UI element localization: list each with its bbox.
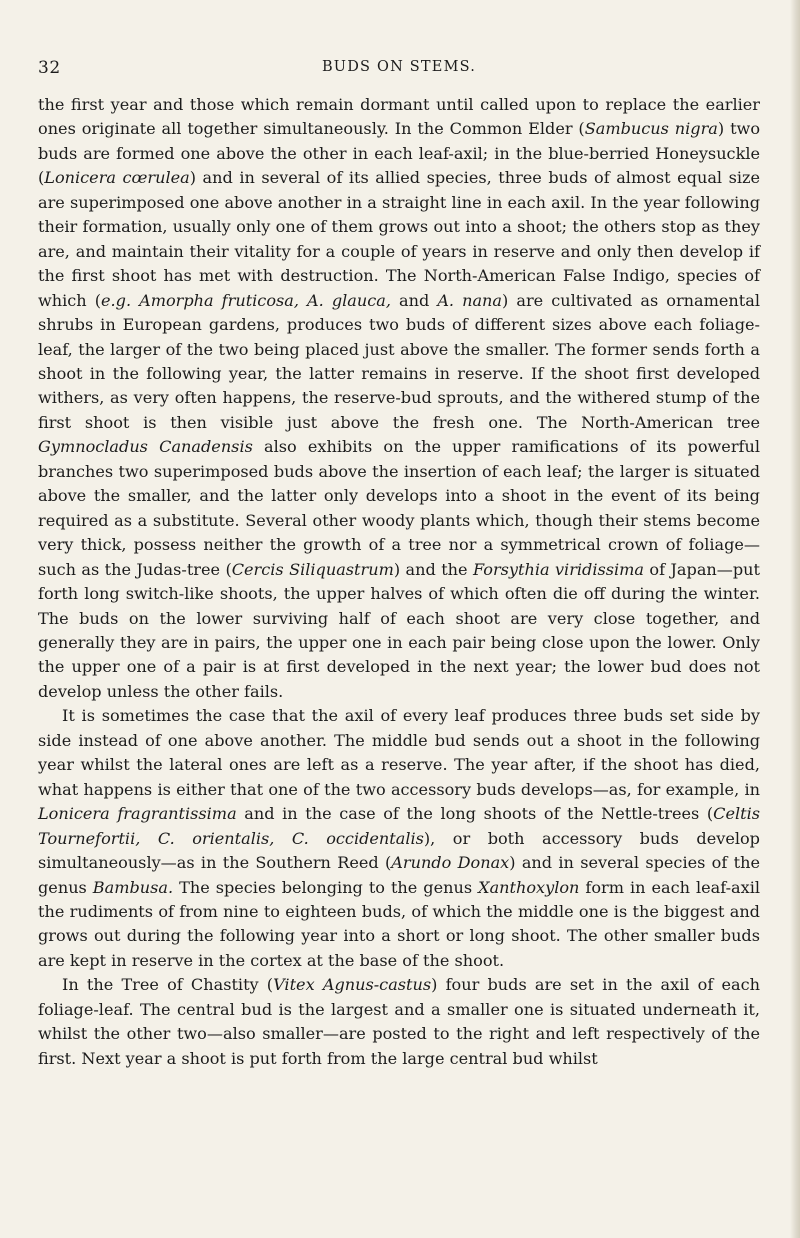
page-number: 32 <box>38 58 61 78</box>
page-edge-shadow <box>790 0 800 1238</box>
italic-text-run: Lonicera cœrulea <box>44 168 190 188</box>
text-run: The species belonging to the genus <box>173 877 479 897</box>
italic-text-run: Lonicera fragrantissima <box>38 804 237 824</box>
italic-text-run: Celtis Tournefortii, C. orientalis, C. occidentalis <box>38 804 761 848</box>
body-text <box>38 93 760 1071</box>
italic-text-run: Xanthoxylon <box>478 877 580 897</box>
text-run: ) are cultivated as ornamental shrubs in European gardens, produces two buds of different sizes above each foliage-leaf, the larger of the two being placed just above the smaller. The former sends forth a shoot in the following year, the latter remains in reserve. If the shoot first developed withers, as very often happens, the reserve-bud sprouts, and the withered stump of the first shoot is then visible just above the fresh one. The North-American tree <box>38 290 760 432</box>
italic-text-run: Arundo Donax <box>391 853 510 873</box>
page-header <box>38 58 760 80</box>
text-run: the first year and those which remain dormant until called upon to replace the earlier ones originate all together simultaneously. In the Common Elder ( <box>38 95 760 139</box>
paragraph-2 <box>38 704 760 973</box>
italic-text-run: Gymnocladus Canadensis <box>38 437 253 457</box>
italic-text-run: A. nana <box>437 290 503 310</box>
text-run: ) and the <box>393 559 473 579</box>
paragraph-1 <box>38 93 760 704</box>
italic-text-run: Vitex Agnus-castus <box>273 975 432 995</box>
text-run: In the Tree of Chastity ( <box>62 975 274 995</box>
text-run: and <box>390 290 438 310</box>
text-run: form in each leaf-axil the rudiments of from nine to eighteen buds, of which the middle one is the biggest and grows out during the following year into a short or long shoot. The other smaller buds are kept in reserve in the cortex at the base of the shoot. <box>38 877 760 970</box>
running-head: BUDS ON STEMS. <box>321 59 477 75</box>
paragraph-3 <box>38 973 760 1071</box>
text-run: and in the case of the long shoots of the Nettle-trees ( <box>236 804 714 824</box>
text-run: It is sometimes the case that the axil of every leaf produces three buds set side by side instead of one above another. The middle bud sends out a shoot in the following year whilst the lateral ones are left as a reserve. The year after, if the shoot has died, what happens is either that one of the two accessory buds develops—as, for example, in <box>38 706 760 799</box>
italic-text-run: Forsythia viridissima <box>472 559 645 579</box>
italic-text-run: Bambusa. <box>92 877 174 897</box>
italic-text-run: Cercis Siliquastrum <box>231 559 394 579</box>
text-run: ) and in several of its allied species, three buds of almost equal size are superimposed one above another in a straight line in each axil. In the year following their formation, usually only one of them grows out into a shoot; the others stop as they are, and maintain their vitality for a couple of years in reserve and only then develop if the first shoot has met with destruction. The North-American False Indigo, species of which ( <box>38 168 760 310</box>
italic-text-run: Sambucus nigra <box>584 119 718 139</box>
text-run: ) and in several species of the genus <box>38 853 760 897</box>
text-run: ), or both accessory buds develop simultaneously—as in the Southern Reed ( <box>38 828 760 873</box>
italic-text-run: e.g. Amorpha fruticosa, A. glauca, <box>101 290 391 310</box>
text-run: ) four buds are set in the axil of each foliage-leaf. The central bud is the largest and a smaller one is situated underneath it, whilst the other two—also smaller—are posted to the right and left respectively of the first. Next year a shoot is put forth from the large central bud whilst <box>38 975 761 1068</box>
text-run: of Japan—put forth long switch-like shoots, the upper halves of which often die off during the winter. The buds on the lower surviving half of each shoot are very close together, and generally they are in pairs, the upper one in each pair being close upon the lower. Only the upper one of a pair is at first developed in the next year; the lower bud does not develop unless the other fails. <box>38 559 761 701</box>
text-run: ) two buds are formed one above the other in each leaf-axil; in the blue-berried Honeysuckle ( <box>38 119 761 188</box>
text-run: also exhibits on the upper ramifications of its powerful branches two superimposed buds above the insertion of each leaf; the larger is situated above the smaller, and the latter only develops into a shoot in the event of its being required as a substitute. Several other woody plants which, though their stems become very thick, possess neither the growth of a tree nor a symmetrical crown of foliage—such as the Judas-tree ( <box>38 437 760 579</box>
